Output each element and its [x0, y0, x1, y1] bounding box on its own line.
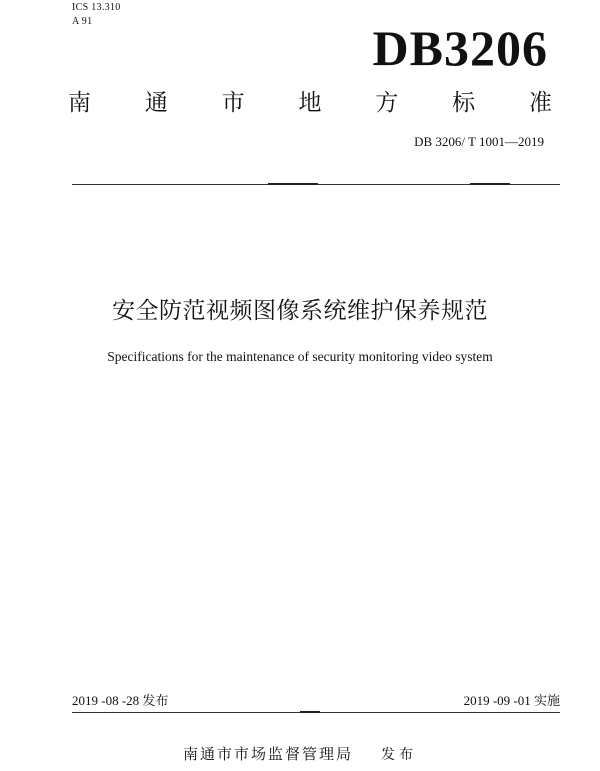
standard-type-char: 通: [144, 90, 168, 116]
implementation-date: 2019 -09 -01 实施: [463, 693, 560, 708]
publisher-name: 南通市市场监督管理局: [182, 745, 353, 763]
ics-code: ICS 13.310: [72, 2, 121, 13]
publish-label: 发布: [381, 747, 417, 763]
standard-code-logo: DB3206: [372, 20, 548, 76]
standard-type-char: 准: [528, 90, 552, 116]
standard-type-char: 地: [298, 90, 322, 116]
document-title-chinese: 安全防范视频图像系统维护保养规范: [112, 298, 488, 324]
standard-type-char: 方: [375, 90, 399, 116]
standard-type-char: 标: [452, 90, 476, 116]
classification-code: A 91: [72, 16, 93, 27]
issue-date: 2019 -08 -28 发布: [72, 693, 169, 708]
standard-type-char: 市: [221, 90, 245, 116]
header-divider-accent: [470, 183, 510, 185]
footer-divider-accent: [300, 711, 320, 713]
header-divider-accent: [268, 183, 318, 185]
document-title-english: Specifications for the maintenance of security monitoring video system: [107, 349, 493, 364]
standard-type-heading: [68, 88, 552, 118]
publisher-line: [0, 744, 600, 765]
standard-type-char: 南: [68, 90, 91, 116]
standard-number: DB 3206/ T 1001—2019: [414, 134, 544, 149]
